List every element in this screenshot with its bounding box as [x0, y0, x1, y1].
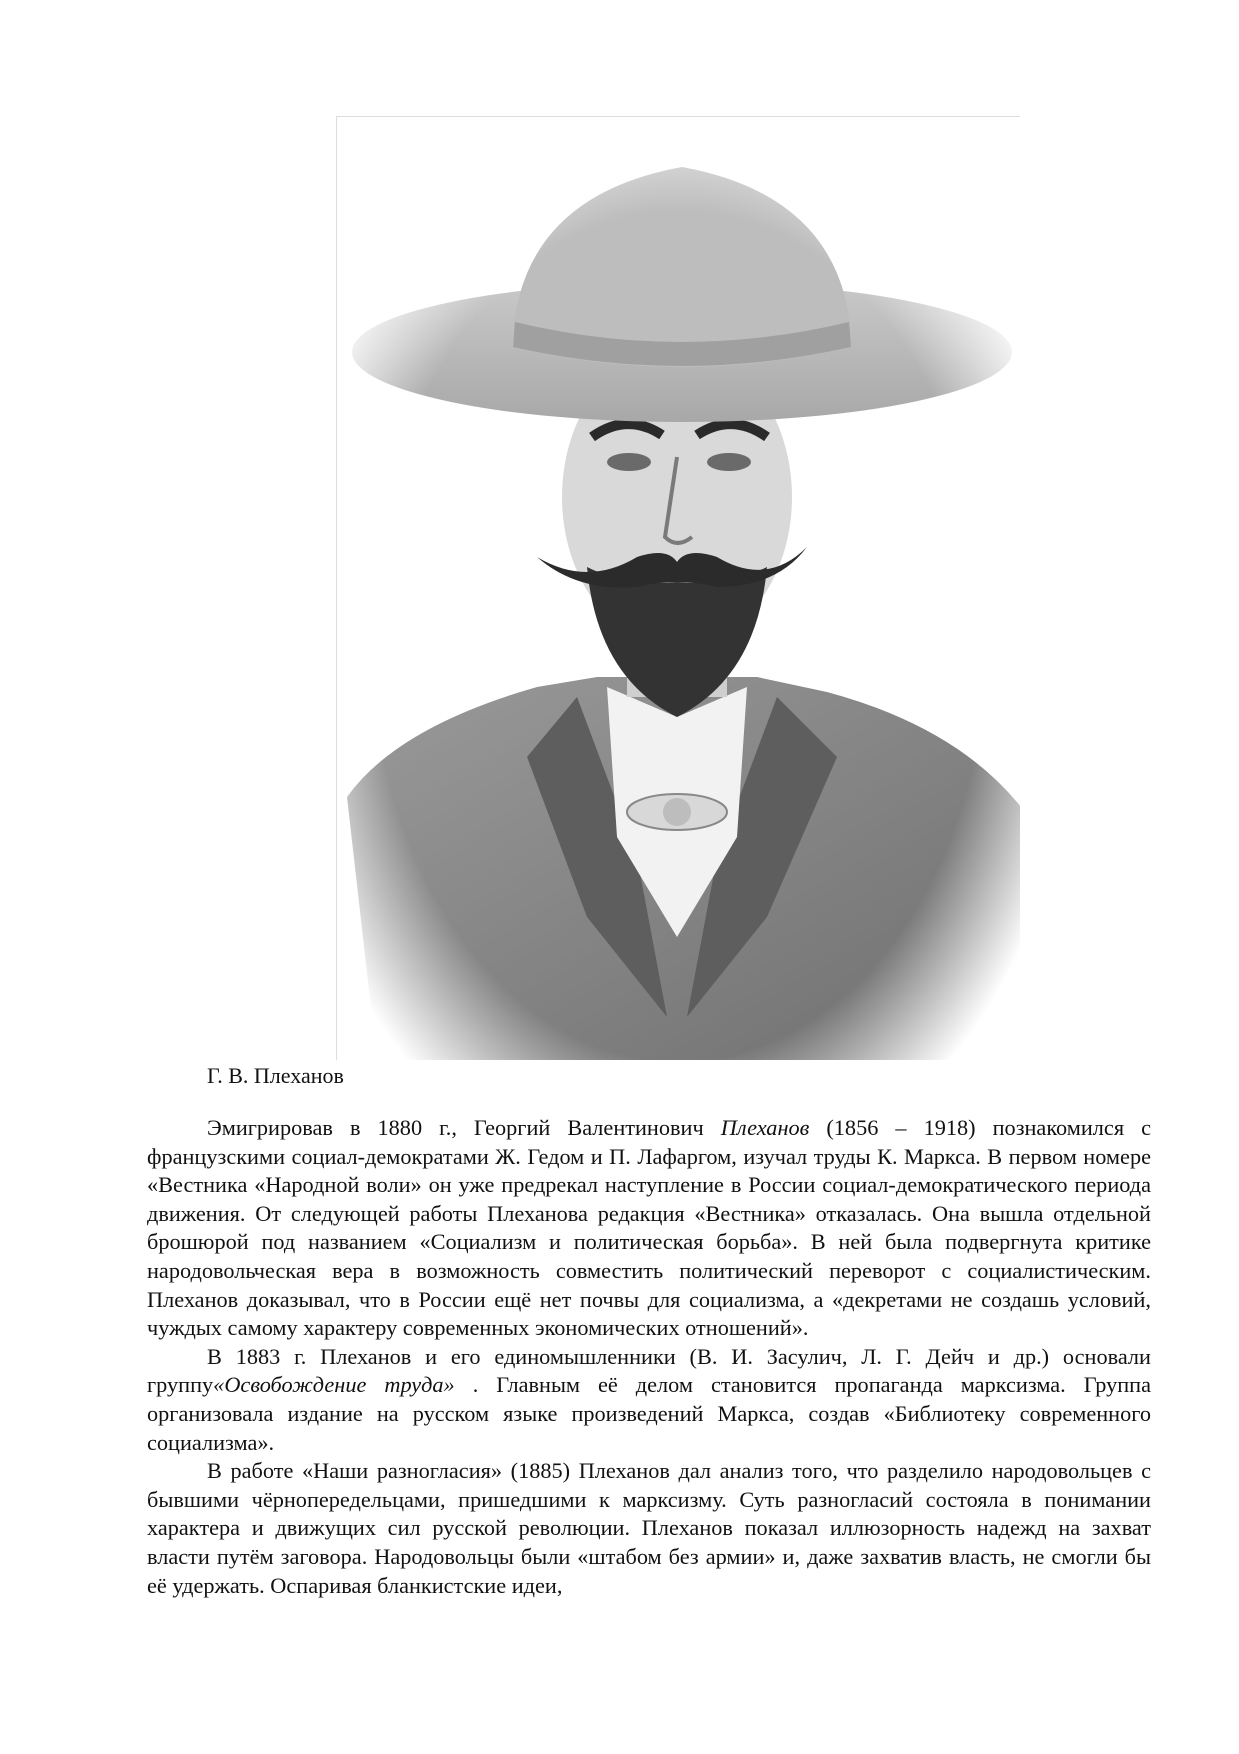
paragraph-text: . Главным её делом становится пропаганда марксизма. Группа организовала издание на русском языке произведений Маркса, создав «Библиотеку современного социализма». [147, 1372, 1151, 1455]
figure-caption: Г. В. Плеханов [207, 1063, 344, 1088]
paragraph [147, 1343, 1151, 1457]
emphasized-title: «Освобождение труда» [213, 1372, 455, 1398]
emphasized-name: Плеханов [720, 1115, 810, 1140]
paragraph-text: (1856 – 1918) познакомился с французскими социал-демократами Ж. Гедом и П. Лафаргом, изучал труды К. Маркса. В первом номере «Вестника «Народной воли» он уже предрекал наступление в России социал-демократического периода движения. От следующей работы Плеханова редакция «Вестника» отказалась. Она вышла отдельной брошюрой под названием «Социализм и политическая борьба». В ней была подвергнута критике народовольческая вера в возможность совместить политический переворот с социалистическим. Плеханов доказывал, что в России ещё нет почвы для социализма, а «декретами не создашь условий, чуждых самому характеру современных экономических отношений». [147, 1115, 1151, 1341]
body-text [147, 1114, 1151, 1600]
paragraph [147, 1114, 1151, 1343]
paragraph-text: В 1883 г. Плеханов и его единомышленники (В. И. Засулич, Л. Г. Дейч и др.) основали группу [147, 1343, 1151, 1398]
paragraph-text: В работе «Наши разногласия» (1885) Плеханов дал анализ того, что разделило народовольцев с бывшими чёрнопередельцами, пришедшими к марксизму. Суть разногласий состояла в понимании характера и движущих сил русской революции. Плеханов показал иллюзорность надежд на захват власти путём заговора. Народовольцы были «штабом без армии» и, даже захватив власть, не смогли бы её удержать. Оспаривая бланкистские идеи, [147, 1458, 1151, 1598]
portrait-engraving-icon [337, 117, 1020, 1060]
paragraph-text: Эмигрировав в 1880 г., Георгий Валентинович [207, 1115, 721, 1140]
paragraph [147, 1457, 1151, 1600]
portrait-image [336, 116, 1020, 1060]
